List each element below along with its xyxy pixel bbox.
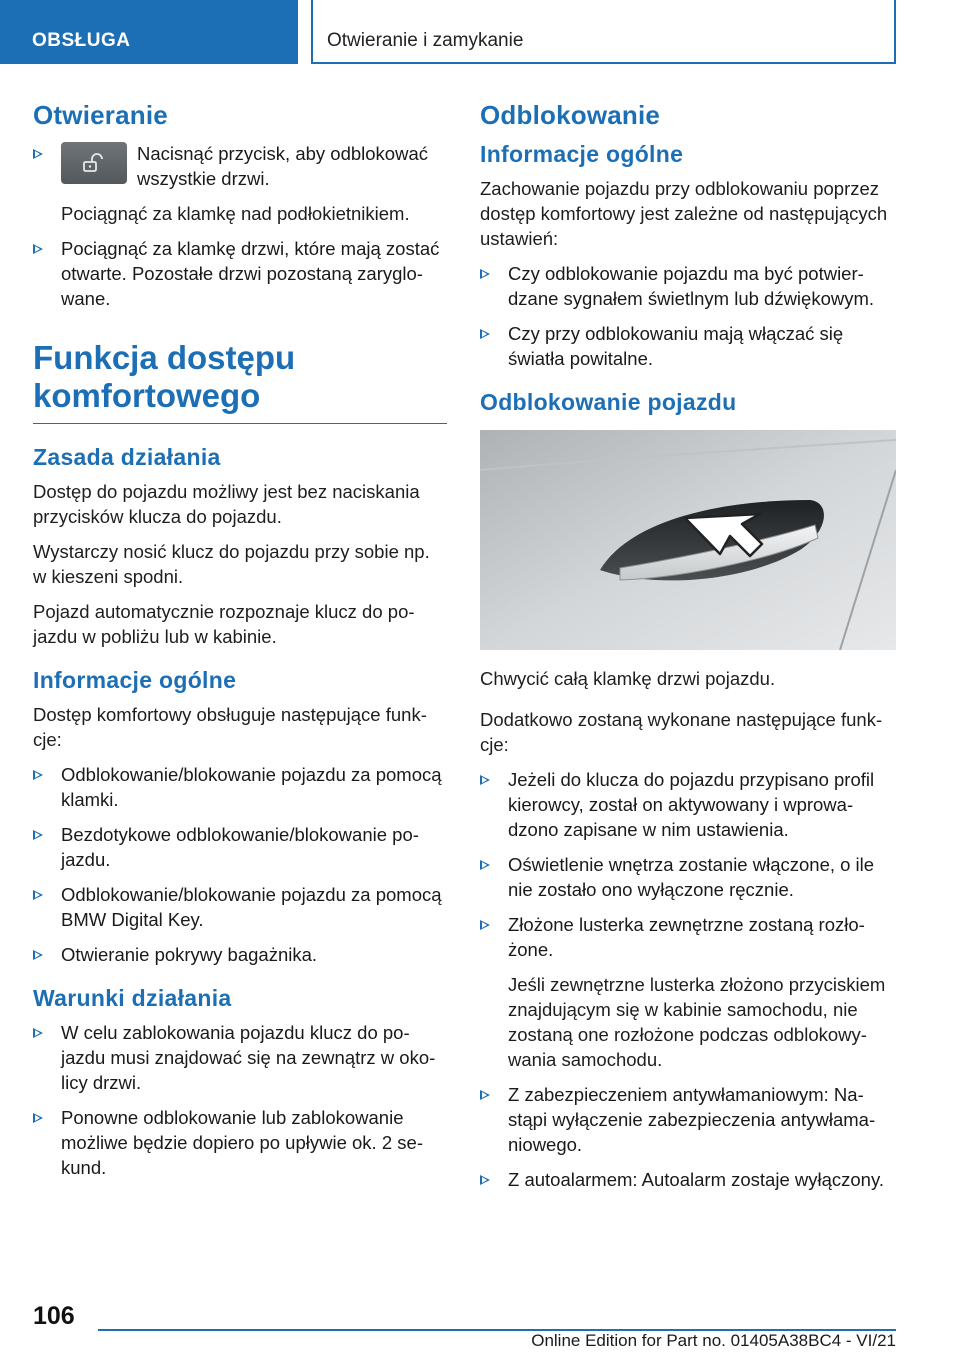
unlock-button-icon bbox=[61, 142, 127, 184]
list-item: Czy odblokowanie pojazdu ma być potwierdzane sygnałem świetlnym lub dźwiękowym. bbox=[480, 261, 896, 311]
bullet-triangle-icon bbox=[33, 244, 43, 254]
list-item: Odblokowanie/blokowanie pojazdu za pomocą BMW Digital Key. bbox=[33, 882, 447, 932]
list-item: Nacisnąć przycisk, aby odblokować wszystkie drzwi. Pociągnąć za klamkę nad podłokietnikiem. bbox=[33, 141, 447, 226]
otwieranie-list bbox=[33, 141, 447, 311]
bullet-triangle-icon bbox=[33, 950, 43, 960]
info-paragraph: Dostęp komfortowy obsługuje następujące funkcje: bbox=[33, 704, 427, 750]
list-item: Odblokowanie/blokowanie pojazdu za pomocą klamki. bbox=[33, 762, 447, 812]
right-column bbox=[480, 100, 896, 1202]
list-item: Oświetlenie wnętrza zostanie włączone, o ile nie zostało ono wyłączone ręcznie. bbox=[480, 852, 896, 902]
left-column bbox=[33, 100, 447, 1190]
bullet-triangle-icon bbox=[480, 1175, 490, 1185]
image-caption: Chwycić całą klamkę drzwi pojazdu. bbox=[480, 668, 776, 689]
list-item: Otwieranie pokrywy bagażnika. bbox=[33, 942, 447, 967]
list-item: Z zabezpieczeniem antywłamaniowym: Nastąpi wyłączenie zabezpieczenia antywłamaniowego. bbox=[480, 1082, 896, 1157]
info-heading: Informacje ogólne bbox=[33, 667, 237, 693]
zasada-paragraph-3: Pojazd automatycznie rozpoznaje klucz do pojazdu w pobliżu lub w kabinie. bbox=[33, 601, 415, 647]
bullet-triangle-icon bbox=[33, 149, 43, 159]
door-handle-illustration bbox=[480, 430, 896, 650]
warunki-list bbox=[33, 1020, 447, 1180]
edition-text: Online Edition for Part no. 01405A38BC4 - VI/21 bbox=[531, 1331, 896, 1350]
bullet-triangle-icon bbox=[480, 860, 490, 870]
bullet-triangle-icon bbox=[33, 890, 43, 900]
odblokowanie-pojazdu-heading: Odblokowanie pojazdu bbox=[480, 389, 737, 415]
zasada-paragraph-2: Wystarczy nosić klucz do pojazdu przy sobie np. w kieszeni spodni. bbox=[33, 541, 430, 587]
bullet-triangle-icon bbox=[480, 269, 490, 279]
list-item: Pociągnąć za klamkę drzwi, które mają zostać otwarte. Pozostałe drzwi pozostaną zaryglowane. bbox=[33, 236, 447, 311]
list-item: Czy przy odblokowaniu mają włączać się światła powitalne. bbox=[480, 321, 896, 371]
list-item: Złożone lusterka zewnętrzne zostaną rozłożone. Jeśli zewnętrzne lusterka złożono przyciskiem znajdującym się w kabinie samochodu, nie zostaną one rozłożone podczas odblokowywania samochodu. bbox=[480, 912, 896, 1072]
mirror-note: Jeśli zewnętrzne lusterka złożono przyciskiem znajdującym się w kabinie samochodu, nie zostaną one rozłożone podczas odblokowywania samochodu. bbox=[508, 974, 886, 1070]
info-heading-right: Informacje ogólne bbox=[480, 141, 684, 167]
page-number: 106 bbox=[33, 1302, 75, 1330]
otwieranie-subtext: Pociągnąć za klamkę nad podłokietnikiem. bbox=[61, 203, 410, 224]
info-list bbox=[33, 762, 447, 967]
list-item: Jeżeli do klucza do pojazdu przypisano profil kierowcy, został on aktywowany i wprowadzono zapisane w nim ustawienia. bbox=[480, 767, 896, 842]
bullet-triangle-icon bbox=[33, 1113, 43, 1123]
section-label: OBSŁUGA bbox=[32, 30, 131, 51]
main-title: Funkcja dostępu komfortowego bbox=[33, 339, 447, 424]
functions-list bbox=[480, 767, 896, 1192]
otwieranie-heading: Otwieranie bbox=[33, 100, 168, 130]
odblokowanie-heading: Odblokowanie bbox=[480, 100, 661, 130]
bullet-triangle-icon bbox=[480, 1090, 490, 1100]
dodatkowo-paragraph: Dodatkowo zostaną wykonane następujące funkcje: bbox=[480, 709, 883, 755]
zasada-heading: Zasada działania bbox=[33, 444, 221, 470]
bullet-triangle-icon bbox=[480, 329, 490, 339]
bullet-triangle-icon bbox=[480, 775, 490, 785]
bullet-triangle-icon bbox=[33, 770, 43, 780]
list-item: Ponowne odblokowanie lub zablokowanie możliwe będzie dopiero po upływie ok. 2 sekund. bbox=[33, 1105, 447, 1180]
bullet-triangle-icon bbox=[480, 920, 490, 930]
bullet-triangle-icon bbox=[33, 1028, 43, 1038]
list-item: Bezdotykowe odblokowanie/blokowanie pojazdu. bbox=[33, 822, 447, 872]
info-paragraph-right: Zachowanie pojazdu przy odblokowaniu poprzez dostęp komfortowy jest zależne od następujących ustawień: bbox=[480, 178, 888, 249]
bullet-triangle-icon bbox=[33, 830, 43, 840]
zasada-paragraph-1: Dostęp do pojazdu możliwy jest bez naciskania przycisków klucza do pojazdu. bbox=[33, 481, 420, 527]
list-item: Z autoalarmem: Autoalarm zostaje wyłączony. bbox=[480, 1167, 896, 1192]
chapter-title: Otwieranie i zamykanie bbox=[327, 30, 524, 51]
section-tab bbox=[0, 0, 298, 64]
info-list-right bbox=[480, 261, 896, 371]
list-item: W celu zablokowania pojazdu klucz do pojazdu musi znajdować się na zewnątrz w okolicy drzwi. bbox=[33, 1020, 447, 1095]
warunki-heading: Warunki działania bbox=[33, 985, 232, 1011]
chapter-header bbox=[311, 0, 896, 64]
